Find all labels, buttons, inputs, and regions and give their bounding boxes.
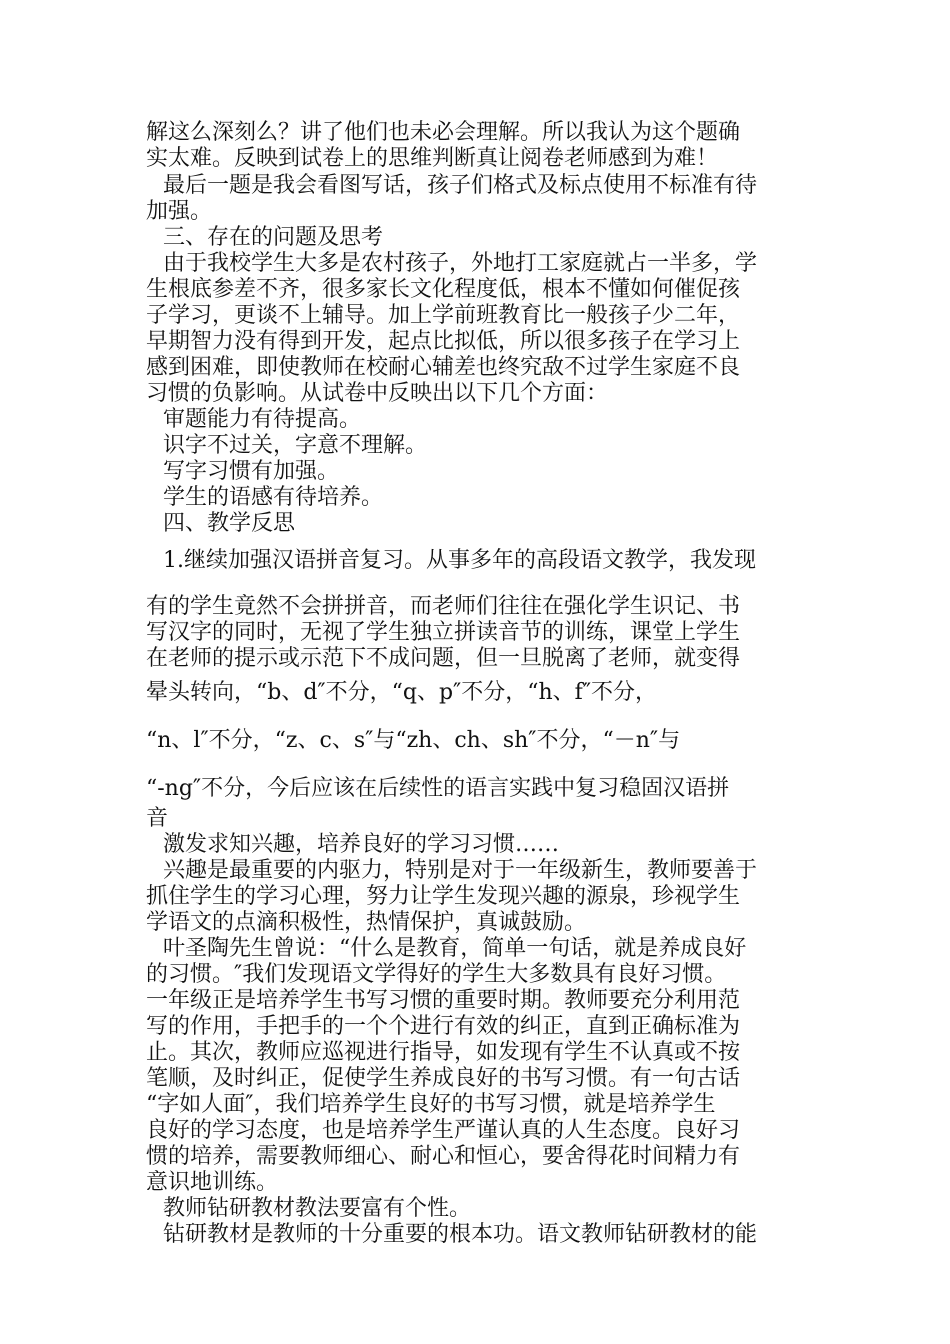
list-item: 学生的语感有待培养。 [163,485,384,510]
text-line: 晕头转向，“b、d″不分，“q、p″不分，“h、f″不分， [146,680,658,705]
text-line: 写汉字的同时，无视了学生独立拼读音节的训练，课堂上学生 [146,620,741,645]
text-line: 早期智力没有得到开发，起点比拟低，所以很多孩子在学习上 [146,329,741,354]
text-line: 抓住学生的学习心理，努力让学生发现兴趣的源泉，珍视学生 [146,884,741,909]
text-line: 由于我校学生大多是农村孩子，外地打工家庭就占一半多，学 [163,251,758,276]
text-line: 惯的培养，需要教师细心、耐心和恒心，要舍得花时间精力有 [146,1144,741,1169]
section-heading: 三、存在的问题及思考 [163,225,384,250]
text-line: 生根底参差不齐，很多家长文化程度低，根本不懂如何催促孩 [146,277,741,302]
text-line: 兴趣是最重要的内驱力，特别是对于一年级新生，教师要善于 [163,858,758,883]
list-item: 识字不过关，字意不理解。 [163,433,428,458]
text-line: 写的作用，手把手的一个个进行有效的纠正，直到正确标准为 [146,1014,741,1039]
text-line: 的习惯。″我们发现语文学得好的学生大多数具有良好习惯。 [146,962,727,987]
text-line: 感到困难，即使教师在校耐心辅差也终究敌不过学生家庭不良 [146,355,741,380]
text-line: 实太难。反映到试卷上的思维判断真让阅卷老师感到为难！ [146,146,719,171]
text-line: 钻研教材是教师的十分重要的根本功。语文教师钻研教材的能 [163,1222,758,1247]
text-line: 良好的学习态度，也是培养学生严谨认真的人生态度。良好习 [146,1118,741,1143]
text-line: 意识地训练。 [146,1170,279,1195]
text-line: 音 [146,806,169,831]
section-heading: 四、教学反思 [163,511,296,536]
list-item: 审题能力有待提高。 [163,407,362,432]
text-line: 叶圣陶先生曾说：“什么是教育，简单一句话，就是养成良好 [163,936,747,961]
text-line: “字如人面″，我们培养学生良好的书写习惯，就是培养学生 [146,1092,716,1117]
text-line: 止。其次，教师应巡视进行指导，如发现有学生不认真或不按 [146,1040,741,1065]
text-line: 解这么深刻么？讲了他们也未必会理解。所以我认为这个题确 [146,120,741,145]
text-line: 一年级正是培养学生书写习惯的重要时期。教师要充分利用范 [146,988,741,1013]
text-line: 子学习，更谈不上辅导。加上学前班教育比一般孩子少二年， [146,303,741,328]
text-line: 加强。 [146,199,213,224]
text-line: 笔顺，及时纠正，促使学生养成良好的书写习惯。有一句古话 [146,1066,741,1091]
text-line: 习惯的负影响。从试卷中反映出以下几个方面： [146,381,609,406]
text-line: 在老师的提示或示范下不成问题，但一旦脱离了老师，就变得 [146,646,741,671]
section-heading: 教师钻研教材教法要富有个性。 [163,1196,472,1221]
text-line: 学语文的点滴积极性，热情保护，真诚鼓励。 [146,910,587,935]
text-line: 最后一题是我会看图写话，孩子们格式及标点使用不标准有待 [163,173,758,198]
text-line: “n、l″不分，“z、c、s″与“zh、ch、sh″不分，“－n″与 [146,728,681,753]
text-line: 1.继续加强汉语拼音复习。从事多年的高段语文教学，我发现 [163,548,756,573]
list-item: 写字习惯有加强。 [163,459,340,484]
text-line: “-ng″不分，今后应该在后续性的语言实践中复习稳固汉语拼 [146,776,730,801]
text-line: 有的学生竟然不会拼拼音，而老师们往往在强化学生识记、书 [146,594,741,619]
text-line: 激发求知兴趣，培养良好的学习习惯…… [163,832,560,857]
